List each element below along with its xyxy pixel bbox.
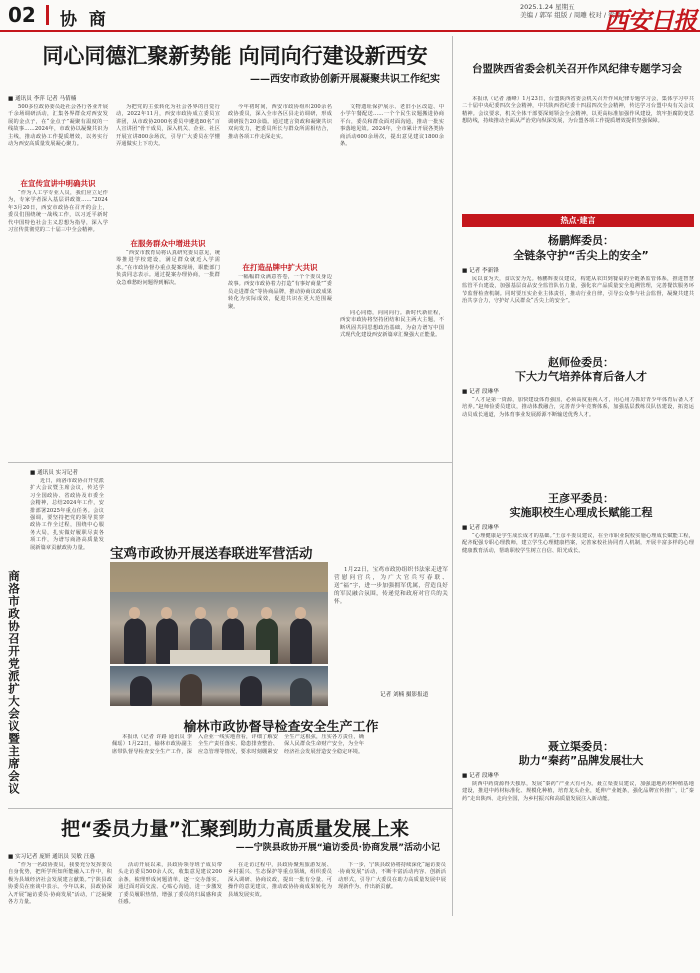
item3-byline: ■ 记者 段琳华 [462, 525, 499, 531]
baoji-caption-credit: 记者 刘楠 摄影报道 [380, 692, 429, 698]
lead-subtitle: ——西安市政协创新开展凝聚共识工作纪实 [250, 74, 440, 85]
item3-subtitle: 实施职校生心理成长赋能工程 [509, 506, 653, 519]
bottom-column-3: 在走访过程中，县政协聚焦旅游发展、乡村振兴、生态保护等重点领域，组织委员深入调研、协商议政，提出一批有分量、可操作的意见建议，推动政协协商成果转化为县域发展实效。 [228, 862, 332, 898]
item1-body: 民以食为天，食以安为先。杨鹏辉委员建议，构建从农田到餐桌的全链条监管体系，推进智慧监管平台建设，加强基层食品安全监管队伍力量，强化农产品质量安全追溯管理，完善餐饮服务环节监督检查机制。同时要压实企业主体责任，推动行业自律，引导公众参与社会监督，凝聚共建共治共享合力，守护好人民群众“舌尖上的安全”。 [462, 276, 694, 305]
item2-byline: ■ 记者 段琳华 [462, 389, 499, 395]
item1-subtitle: 全链条守护“舌尖上的安全” [513, 249, 649, 262]
item2-subtitle: 下大力气培养体育后备人才 [515, 370, 647, 383]
lead-column-1b: “作为人工学专业人员，我们应立足作为，专家学者深入基层讲政策……”2024年3月20日，西安市政协在召开的会上，委员们围绕统一战线工作，以习近平新时代中国特色社会主义思想为指导，深入学习宣传贯彻党的二十届三中全会精神。 [8, 190, 108, 234]
item3-title: 王彦平委员： [548, 492, 614, 505]
section-divider [8, 462, 452, 463]
shangluo-title: 商洛市政协召开党派扩大会议暨主席会议 [7, 570, 21, 795]
baoji-photo-2 [110, 666, 328, 706]
newspaper-logo: 西安日报 [604, 6, 696, 35]
section-name: 协 商 [60, 10, 109, 30]
right-top-byline: 本报讯（记者 潘峰） [472, 96, 523, 102]
bottom-byline: ■ 实习记者 庞妍 通讯员 吴敏 汪惠 [8, 854, 95, 860]
bottom-title: 把“委员力量”汇聚到助力高质量发展上来 [61, 818, 409, 840]
baoji-caption: 1月22日，宝鸡市政协组织书法家走进军营慰问官兵，为广大官兵写春联、送“福”字，进一步加强拥军优属，营造良好的军民融合氛围，传递党和政府对官兵的关怀。 [334, 567, 448, 605]
lead-column-3: 今年初时间，西安市政协组织200余名政协委员，深入全市各区县走访调研，形成调研报告20余篇。通过建言资政和凝聚共识双向发力，把委员所长与群众所需相结合，推动各项工作走深走实。 [228, 104, 332, 140]
lead-subhead-1: 在宣传宣讲中明确共识 [20, 179, 96, 188]
item4-body: 陕西中药资源得天独厚，发展“秦药”产业大有可为。聂立渠委员建议，加强道地药材种植基地建设，推进中药材标准化、规模化种植，培育龙头企业，延伸产业链条，强化品牌宣传推广，让“秦药”走出陕西、走向全国，为乡村振兴和高质量发展注入新动能。 [462, 781, 694, 802]
lead-column-1: 500多位政协委员赴社会各行各业开展千余场调研活动，汇集各界群众对西安发展的金点子，在“金点子”凝聚有温度的一线故事……2024年，市政协以凝聚共识为主线，推动政协工作提质增效，以务实行动为西安高质量发展凝心聚力。 [8, 104, 108, 148]
bottom-subtitle: ——宁陕县政协开展“遍访委员·协商发展”活动小记 [235, 843, 440, 853]
bottom-column-4: 下一步，宁陕县政协将持续深化“遍访委员·协商发展”活动，不断丰富活动内容、创新活动形式，引导广大委员在助力高质量发展中展现新作为、作出新贡献。 [338, 862, 446, 891]
lead-byline: ■ 通讯员 李萍 记者 马倩楠 [8, 96, 77, 102]
lead-column-2: 为把党的主张转化为社会各界的自觉行动，2022年11月，西安市政协成立委员宣讲团，从市政协2000名委员中遴选80名“百人宣讲团”骨干成员，深入机关、企业、社区开展宣讲800余场次，引导广大委员在学懂弄通做实上下功夫。 [116, 104, 220, 148]
lead-subhead-3: 在打造品牌中扩大共识 [242, 263, 318, 272]
lead-title: 同心同德汇聚新势能 向同向行建设新西安 [42, 44, 428, 68]
shangluo-body: 近日，商洛市政协召开党派扩大会议暨主席会议，传达学习全国政协、省政协及市委全会精神，总结2024年工作，安排部署2025年重点任务。会议强调，要坚持把党的领导贯穿政协工作全过程，围绕中心服务大局，扎实做好履职尽责各项工作，为谱写商洛高质量发展新篇章贡献政协力量。 [30, 478, 104, 551]
lead-subhead-2: 在服务群众中增进共识 [130, 239, 206, 248]
hot-topic-banner: 热点·建言 [462, 214, 694, 227]
bottom-column-2: 活动开展以来，县政协领导班子成员带头走访委员500余人次，收集意见建议200余条，梳理形成问题清单，逐一交办落实。通过面对面交流、心贴心沟通，进一步激发了委员履职热情，增强了委员的归属感和责任感。 [118, 862, 222, 906]
yulin-body [112, 734, 450, 804]
page-number: 02 [8, 3, 36, 27]
right-top-body [462, 96, 694, 214]
right-top-title: 台盟陕西省委会机关召开作风纪律专题学习会 [472, 63, 682, 75]
lead-column-2b: “西安市教育局将认真研究委员意见，统筹推进学校建设，满足群众就近入学需求。”在市政协督办重点提案现场，职能部门负责同志表示。通过提案办理协商，一批群众急难愁盼问题得到解决。 [116, 250, 220, 286]
yulin-byline: 本报讯（记者 许路 通讯员 李佩瑶） [112, 734, 192, 748]
section-marker [46, 5, 49, 25]
item1-byline: ■ 记者 李新锋 [462, 268, 499, 274]
baoji-title: 宝鸡市政协开展送春联进军营活动 [110, 546, 313, 562]
baoji-photo [110, 562, 328, 664]
item2-body: “人才是第一资源，加快建设体育强国，必须高度重视人才，用心用力抓好青少年体育后备人才培养。”赵师俭委员建议，推动体教融合，完善青少年竞赛体系，加强基层教练员队伍建设，拓宽运动员成长通道，为体育事业发展源源不断输送优秀人才。 [462, 397, 694, 418]
lead-column-4b: 同心同德，向同向行。新时代新征程，西安市政协将坚持团结和民主两大主题，不断巩固共同思想政治基础，为奋力谱写中国式现代化建设西安新篇章汇聚强大正能量。 [340, 310, 444, 339]
item2-title: 赵师俭委员： [548, 356, 614, 369]
yulin-text: 1月22日，榆林市政协副主席带队督导检查安全生产工作，深入企业一线实地查看，详细了解安全生产责任落实、隐患排查整治、应急管理等情况，要求时刻绷紧安全生产这根弦，压实各方责任，确保人民群众生命财产安全，为全年经济社会发展营造安全稳定环境。 [112, 734, 364, 755]
item4-title: 聂立渠委员： [548, 740, 614, 753]
bottom-divider [8, 808, 452, 809]
lead-column-4: 文物遗址保护展示、老旧小区改造、中小学午餐配送……一个个民生议题搬进协商平台，委员和群众面对面沟通，推动一批实事落地见效。2024年，全市累计开展各类协商活动600余场次，提出意见建议1800余条。 [340, 104, 444, 148]
item1-title: 杨鹏辉委员： [548, 234, 614, 247]
editors-line: 美编 / 郭军 组版 / 周雕 校对 / 梁静 [520, 11, 622, 19]
bottom-column-1: “作为一名政协委员，我要充分发挥委员自身优势，把所学所知所能融入工作中，积极为县域经济社会发展建言献策。”宁陕县政协委员在座谈中表示。今年以来，县政协深入开展“遍访委员·协商发展”活动，广泛凝聚各方力量。 [8, 862, 112, 906]
item4-byline: ■ 记者 段琳华 [462, 773, 499, 779]
lead-column-3b: 一幅幅群众满意答卷，一个个委员身边故事。西安市政协着力打造“有事好商量”“委员走进群众”等协商品牌，推动协商议政成果转化为实际成效，促进共识在更大范围凝聚。 [228, 274, 332, 310]
yulin-title: 榆林市政协督导检查安全生产工作 [183, 720, 379, 735]
column-divider [452, 36, 453, 916]
right-top-text: 1月23日，台盟陕西省委会机关召开作风纪律专题学习会，集体学习中共二十届中央纪委四次全会精神，中共陕西省纪委十四届四次全会精神，传达学习台盟中央有关会议精神。会议要求，机关全体干部要深刻领会全会精神，以更高标准加强作风建设，筑牢拒腐防变思想防线，持续推动全面从严治党向纵深发展，为台盟各项工作提质增效提供坚强保障。 [462, 96, 694, 125]
shangluo-byline: ■ 通讯员 实习记者 [30, 470, 78, 476]
item4-subtitle: 助力“秦药”品牌发展壮大 [518, 754, 644, 767]
issue-date: 2025.1.24 星期五 [520, 3, 575, 11]
item3-body: “心理健康是学生成长成才的基础。”王彦平委员建议，在全市职业院校实施心理成长赋能工程，配齐配强专职心理教师，建立学生心理健康档案，完善家校社协同育人机制，开展丰富多样的心理健康教育活动，帮助职校学生树立自信、阳光成长。 [462, 533, 694, 554]
